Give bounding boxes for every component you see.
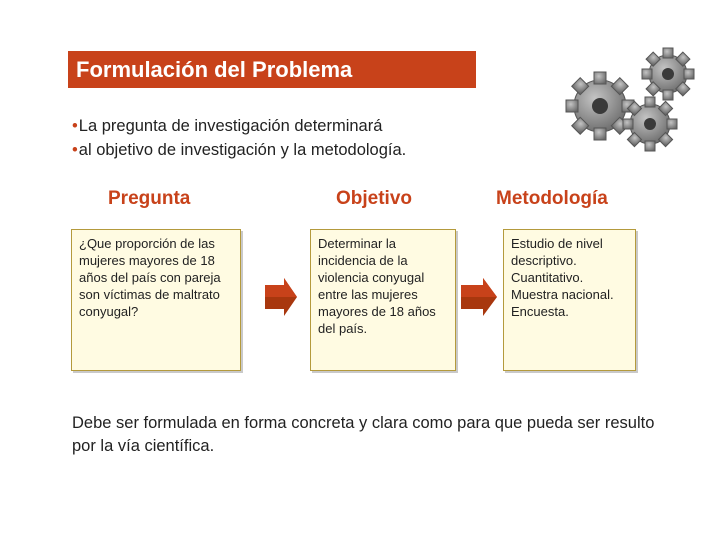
bullet-item [72,138,406,162]
bullet-marker: • [72,141,78,159]
heading-pregunta: Pregunta [108,188,191,209]
box-objetivo: Determinar la incidencia de la violencia conyugal entre las mujeres mayores de 18 años del país. [310,229,456,371]
box-pregunta: ¿Que proporción de las mujeres mayores de 18 años del país con pareja son víctimas de maltrato conyugal? [71,229,241,371]
bullet-text: al objetivo de investigación y la metodología. [78,141,407,159]
box-metodologia: Estudio de nivel descriptivo. Cuantitativo. Muestra nacional. Encuesta. [503,229,636,371]
right-arrow-icon [262,275,300,319]
heading-objetivo: Objetivo [336,188,413,209]
gears-icon [560,44,700,159]
page-title: Formulación del Problema [68,51,476,88]
bullet-text: La pregunta de investigación determinará [78,117,383,135]
footer-text: Debe ser formulada en forma concreta y clara como para que pueda ser resulto por la vía científica. [72,414,655,455]
heading-metodologia: Metodología [496,188,608,209]
right-arrow-icon [458,275,500,319]
bullet-item [72,114,406,138]
bullet-marker: • [72,117,78,135]
bullet-list [72,114,406,162]
